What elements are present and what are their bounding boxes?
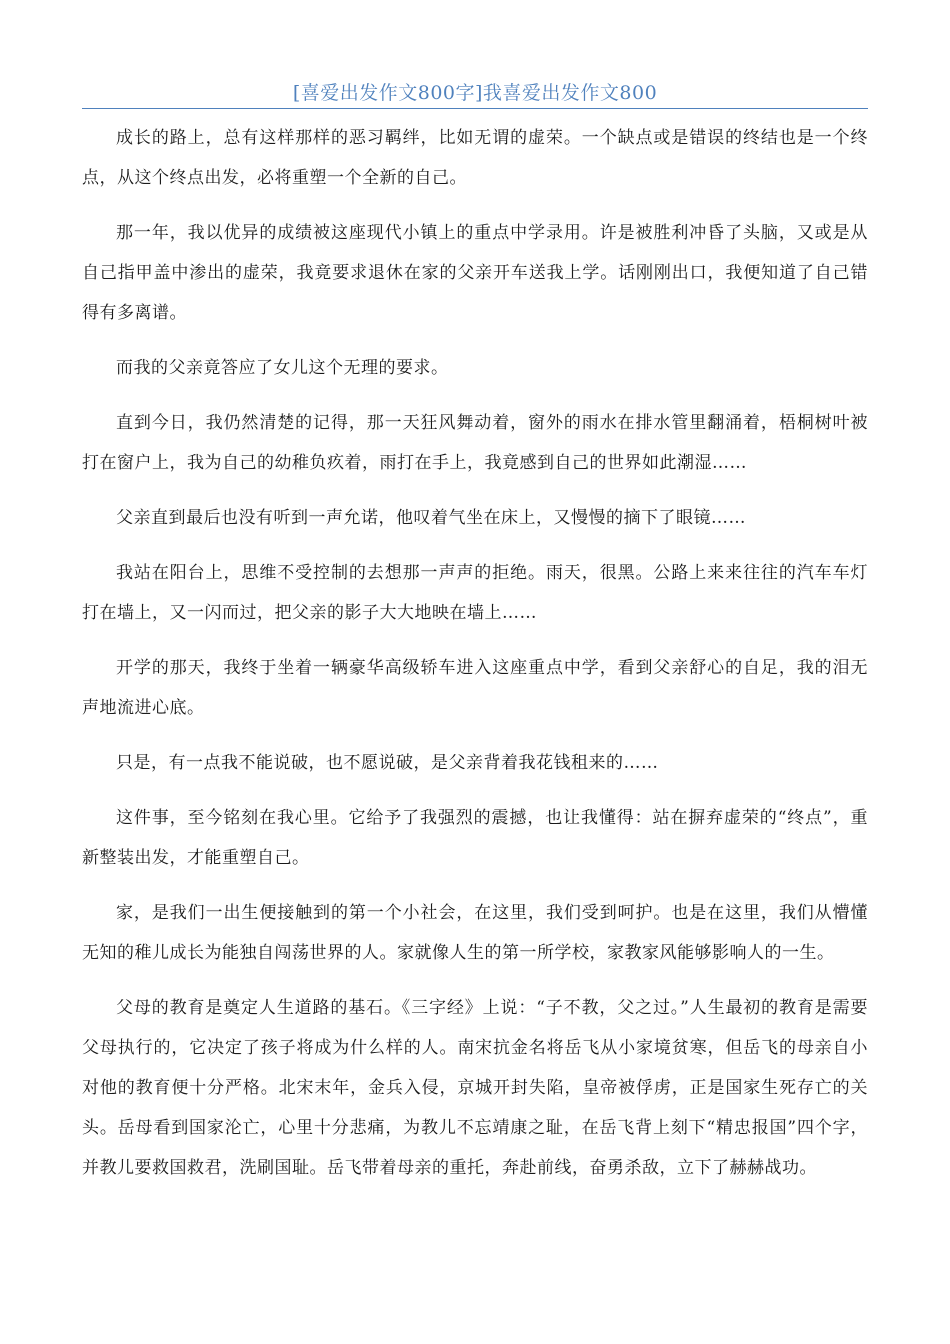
paragraph: 那一年，我以优异的成绩被这座现代小镇上的重点中学录用。许是被胜利冲昏了头脑，又或是从自己指甲盖中渗出的虚荣，我竟要求退休在家的父亲开车送我上学。话刚刚出口，我便知道了自己错得有多离谱。 [82,223,868,323]
paragraph: 只是，有一点我不能说破，也不愿说破，是父亲背着我花钱租来的…… [116,753,659,773]
paragraph: 成长的路上，总有这样那样的恶习羁绊，比如无谓的虚荣。一个缺点或是错误的终结也是一个终点，从这个终点出发，必将重塑一个全新的自己。 [82,128,868,188]
page-header [82,78,868,109]
paragraph: 这件事，至今铭刻在我心里。它给予了我强烈的震撼，也让我懂得：站在摒弃虚荣的“终点”，重新整装出发，才能重塑自己。 [82,808,868,868]
paragraph: 直到今日，我仍然清楚的记得，那一天狂风舞动着，窗外的雨水在排水管里翻涌着，梧桐树叶被打在窗户上，我为自己的幼稚负疚着，雨打在手上，我竟感到自己的世界如此潮湿…… [82,413,868,473]
article-body [82,118,868,1203]
paragraph: 我站在阳台上，思维不受控制的去想那一声声的拒绝。雨天，很黑。公路上来来往往的汽车车灯打在墙上，又一闪而过，把父亲的影子大大地映在墙上…… [82,563,868,623]
paragraph: 而我的父亲竟答应了女儿这个无理的要求。 [116,358,449,378]
document-title: [喜爱出发作文800字]我喜爱出发作文800 [292,82,658,104]
paragraph: 家，是我们一出生便接触到的第一个小社会，在这里，我们受到呵护。也是在这里，我们从懵懂无知的稚儿成长为能独自闯荡世界的人。家就像人生的第一所学校，家教家风能够影响人的一生。 [82,903,868,963]
paragraph: 父母的教育是奠定人生道路的基石。《三字经》上说：“子不教，父之过。”人生最初的教育是需要父母执行的，它决定了孩子将成为什么样的人。南宋抗金名将岳飞从小家境贫寒，但岳飞的母亲自小对他的教育便十分严格。北宋末年，金兵入侵，京城开封失陷，皇帝被俘虏，正是国家生死存亡的关头。岳母看到国家沦亡，心里十分悲痛，为教儿不忘靖康之耻，在岳飞背上刻下“精忠报国”四个字，并教儿要救国救君，洗刷国耻。岳飞带着母亲的重托，奔赴前线，奋勇杀敌，立下了赫赫战功。 [82,998,868,1178]
paragraph: 父亲直到最后也没有听到一声允诺，他叹着气坐在床上，又慢慢的摘下了眼镜…… [116,508,746,528]
paragraph: 开学的那天，我终于坐着一辆豪华高级轿车进入这座重点中学，看到父亲舒心的自足，我的泪无声地流进心底。 [82,658,868,718]
